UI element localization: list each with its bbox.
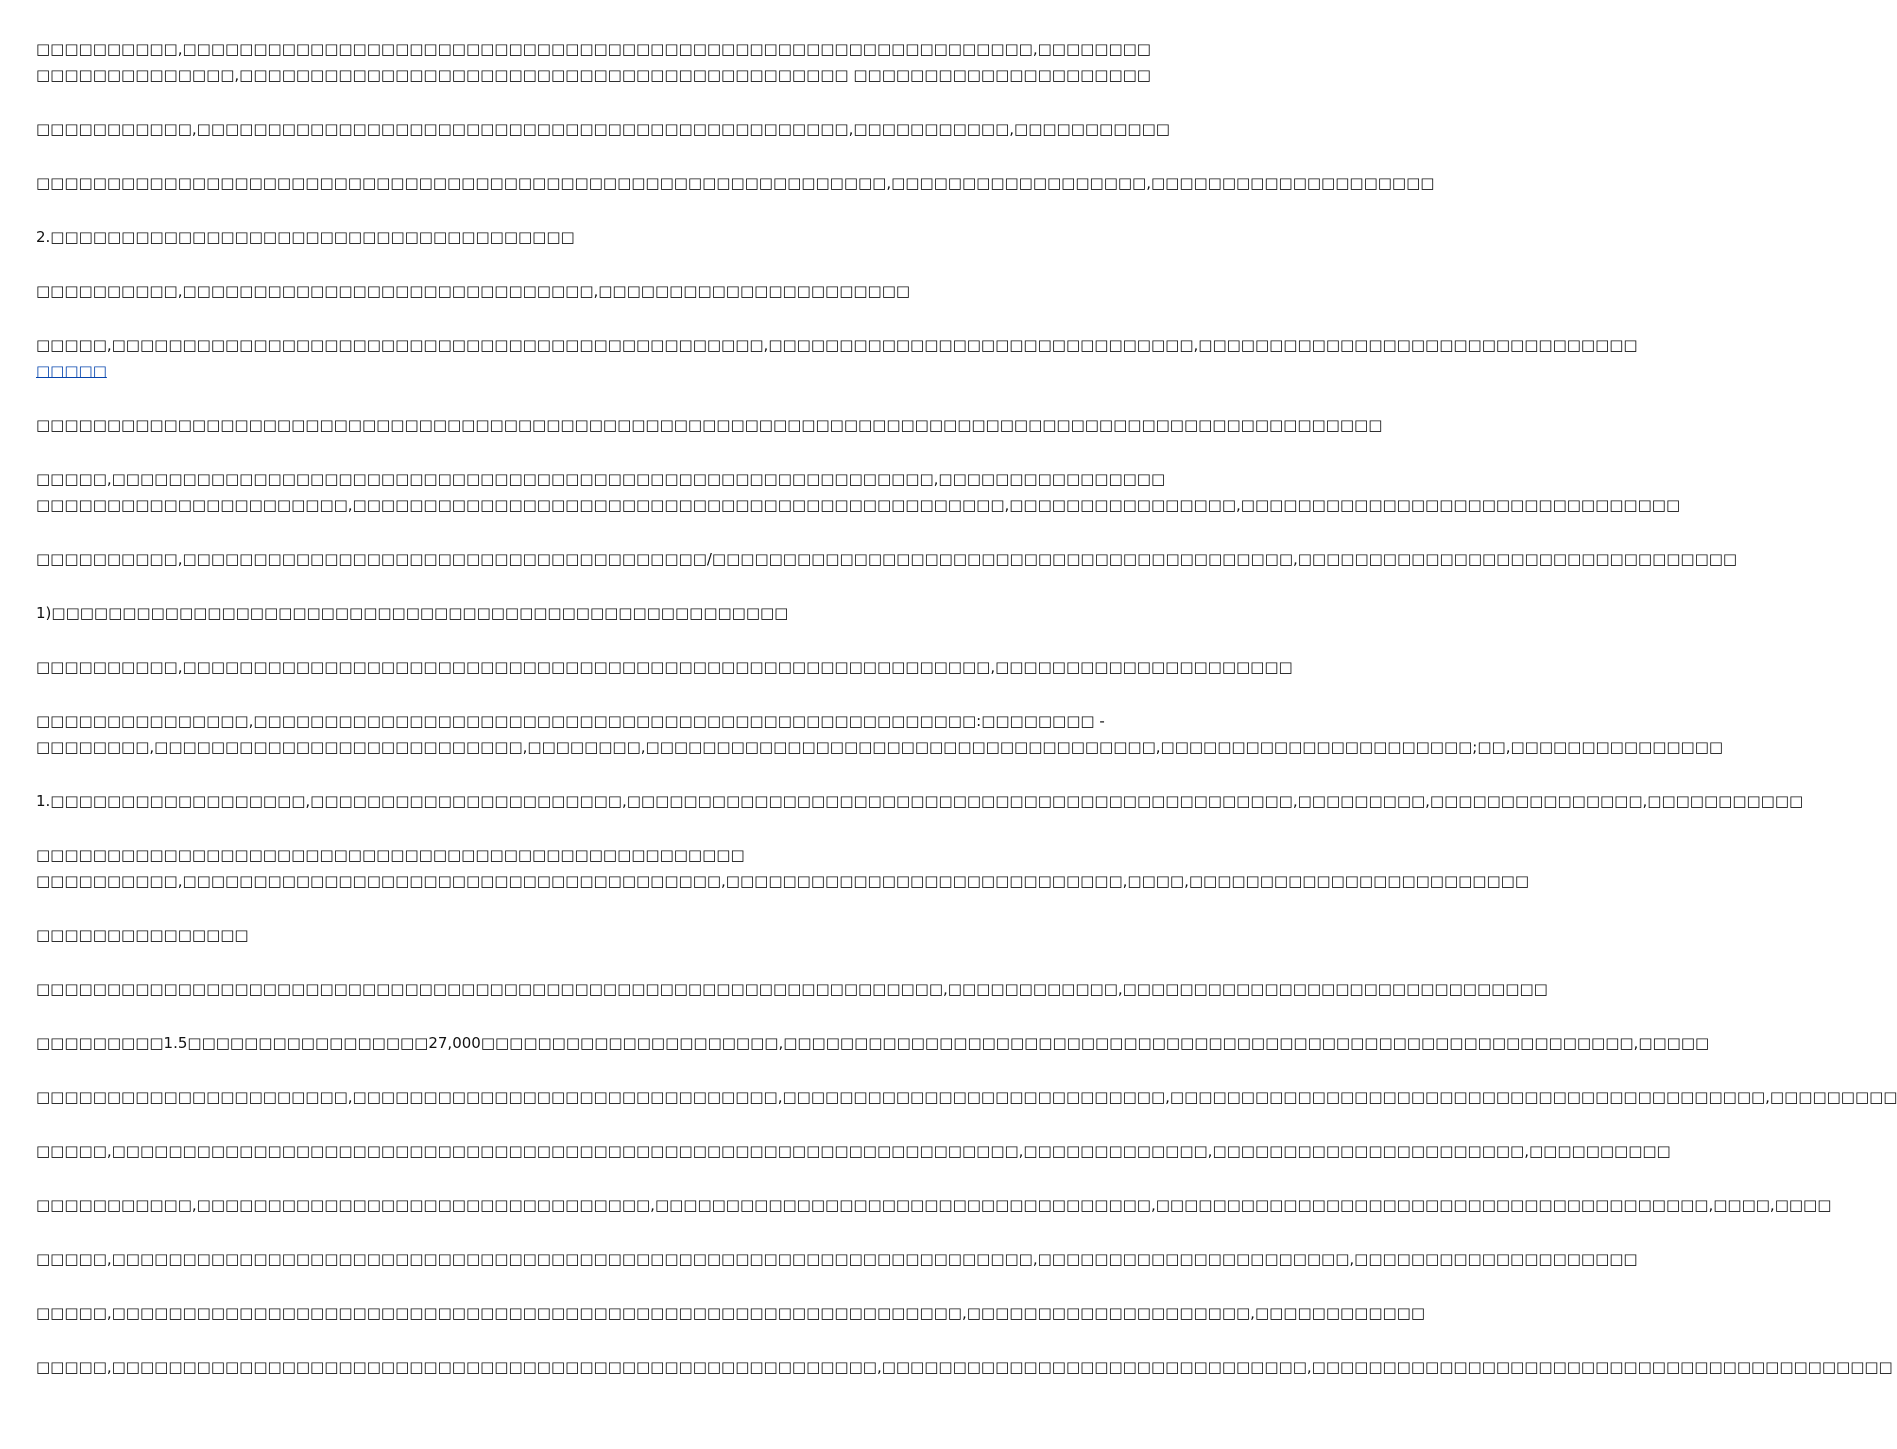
document-body	[36, 36, 1897, 1408]
paragraph	[36, 278, 988, 304]
paragraph	[36, 788, 1804, 814]
paragraph	[36, 1300, 1426, 1326]
paragraph	[36, 1192, 1832, 1218]
paragraph	[36, 1138, 1671, 1164]
paragraph-line: □□□□□,□□□□□□□□□□□□□□□□□□□□□□□□□□□□□□□□□□□□□□□□□□□□□□□□□□□□□□,□□□□□□□□□□□□□□□□□□□□□□□□□□□□□□,□□□□□□□□□□□□□□□□□□□□□□□□□□□□□□□□□□□□□□□□□	[36, 1358, 1893, 1376]
paragraph	[36, 1246, 1638, 1272]
paragraph-line: 2.□□□□□□□□□□□□□□□□□□□□□□□□□□□□□□□□□□□□□	[36, 228, 575, 246]
paragraph	[36, 600, 988, 626]
paragraph	[36, 546, 1738, 572]
paragraph-line: □□□□□□□□□□□,□□□□□□□□□□□□□□□□□□□□□□□□□□□□□□□□,□□□□□□□□□□□□□□□□□□□□□□□□□□□□□□□□□□□,□□□□□□□□□□□□□□□□□□□□□□□□□□□□□□□□□□□□□□□,□□□□,□□□□	[36, 1196, 1832, 1214]
paragraph-line: 1)□□□□□□□□□□□□□□□□□□□□□□□□□□□□□□□□□□□□□□□□□□□□□□□□□□□□	[36, 604, 789, 622]
paragraph	[36, 36, 1151, 88]
paragraph-line: □□□□□□□□□□□□□□□□□□□□□□□□□□□□□□□□□□□□□□□□□□□□□□□□□□□□□□□□□□□□□□□□□□□□□□□□□□□□□□□□□□□□□□□□□□□□□□□	[36, 416, 1383, 434]
paragraph-line: □□□□□□□□,□□□□□□□□□□□□□□□□□□□□□□□□□□,□□□□□□□□,□□□□□□□□□□□□□□□□□□□□□□□□□□□□□□□□□□□□,□□□□□□□□□□□□□□□□□□□□□□;□□,□□□□□□□□□□□□□□□	[36, 738, 1724, 756]
paragraph-line: □□□□□,□□□□□□□□□□□□□□□□□□□□□□□□□□□□□□□□□□□□□□□□□□□□□□,□□□□□□□□□□□□□□□□□□□□□□□□□□□□□□,□□□□□□□□□□□□□□□□□□□□□□□□□□□□□□□	[36, 336, 1638, 354]
paragraph	[36, 654, 1293, 680]
paragraph	[36, 224, 988, 250]
paragraph	[36, 466, 1681, 518]
inline-link[interactable]: □□□□□	[36, 362, 107, 380]
paragraph-line: □□□□□,□□□□□□□□□□□□□□□□□□□□□□□□□□□□□□□□□□□□□□□□□□□□□□□□□□□□□□□□□□□□□□□□□,□□□□□□□□□□□□□□□□□□□□□□,□□□□□□□□□□□□□□□□□□□□	[36, 1250, 1638, 1268]
paragraph	[36, 842, 1529, 894]
paragraph-line: □□□□□□□□□□□□□□□,□□□□□□□□□□□□□□□□□□□□□□□□□□□□□□□□□□□□□□□□□□□□□□□□□□□:□□□□□□□□ -	[36, 712, 1105, 730]
paragraph	[36, 412, 1383, 438]
paragraph	[36, 1084, 1897, 1110]
paragraph-line: □□□□□□□□□□□□□□□□□□□□□□□□□□□□□□□□□□□□□□□□□□□□□□□□□□□□□□□□□□□□,□□□□□□□□□□□□□□□□□□,□□□□□□□□□□□□□□□□□□□□	[36, 174, 1435, 192]
paragraph-line: □□□□□,□□□□□□□□□□□□□□□□□□□□□□□□□□□□□□□□□□□□□□□□□□□□□□□□□□□□□□□□□□□□,□□□□□□□□□□□□□□□□□□□□,□□□□□□□□□□□□	[36, 1304, 1426, 1322]
paragraph	[36, 708, 1724, 760]
paragraph	[36, 332, 1638, 384]
paragraph-line: □□□□□□□□□□□□□□□□□□□□□□□□□□□□□□□□□□□□□□□□□□□□□□□□□□	[36, 846, 745, 864]
paragraph-line: □□□□□□□□□□,□□□□□□□□□□□□□□□□□□□□□□□□□□□□□,□□□□□□□□□□□□□□□□□□□□□□	[36, 282, 911, 300]
paragraph-line: □□□□□□□□□□□□□□,□□□□□□□□□□□□□□□□□□□□□□□□□□□□□□□□□□□□□□□□□□□ □□□□□□□□□□□□□□□□□□□□□	[36, 66, 1151, 84]
paragraph	[36, 1354, 1893, 1380]
paragraph-line: □□□□□□□□□1.5□□□□□□□□□□□□□□□□□27,000□□□□□□□□□□□□□□□□□□□□□,□□□□□□□□□□□□□□□□□□□□□□□□□□□□□□□□□□□□□□□□□□□□□□□□□□□□□□□□□□□□,□□□□□	[36, 1034, 1710, 1052]
paragraph-line: □□□□□□□□□□□□□□□□□□□□□□,□□□□□□□□□□□□□□□□□□□□□□□□□□□□□□,□□□□□□□□□□□□□□□□□□□□□□□□□□□,□□□□□□□□□□□□□□□□□□□□□□□□□□□□□□□□□□□□□□□□□□,□□□□□□□□□	[36, 1088, 1897, 1106]
paragraph-line: □□□□□□□□□□□□□□□□□□□□□□,□□□□□□□□□□□□□□□□□□□□□□□□□□□□□□□□□□□□□□□□□□□□□□,□□□□□□□□□□□□□□□□,□□□□□□□□□□□□□□□□□□□□□□□□□□□□□□□	[36, 496, 1681, 514]
paragraph	[36, 116, 1170, 142]
paragraph-line: 1.□□□□□□□□□□□□□□□□□□,□□□□□□□□□□□□□□□□□□□□□□,□□□□□□□□□□□□□□□□□□□□□□□□□□□□□□□□□□□□□□□□□□□□□□□,□□□□□□□□□,□□□□□□□□□□□□□□□,□□□□□□□□□□□	[36, 792, 1804, 810]
paragraph	[36, 922, 988, 948]
paragraph-line: □□□□□□□□□□,□□□□□□□□□□□□□□□□□□□□□□□□□□□□□□□□□□□□□□,□□□□□□□□□□□□□□□□□□□□□□□□□□□□,□□□□,□□□□□□□□□□□□□□□□□□□□□□□□	[36, 872, 1529, 890]
paragraph-line: □□□□□□□□□□,□□□□□□□□□□□□□□□□□□□□□□□□□□□□□□□□□□□□□/□□□□□□□□□□□□□□□□□□□□□□□□□□□□□□□□□□□□□□□□□,□□□□□□□□□□□□□□□□□□□□□□□□□□□□□□□	[36, 550, 1738, 568]
paragraph-line: □□□□□□□□□□□□□□□	[36, 926, 249, 944]
paragraph	[36, 170, 1435, 196]
paragraph-line: □□□□□,□□□□□□□□□□□□□□□□□□□□□□□□□□□□□□□□□□□□□□□□□□□□□□□□□□□□□□□□□□□□□□□□,□□□□□□□□□□□□□,□□□□□□□□□□□□□□□□□□□□□□,□□□□□□□□□□	[36, 1142, 1671, 1160]
paragraph-line: □□□□□□□□□□□,□□□□□□□□□□□□□□□□□□□□□□□□□□□□□□□□□□□□□□□□□□□□□□,□□□□□□□□□□□,□□□□□□□□□□□	[36, 120, 1170, 138]
paragraph-line: □□□□□□□□□□□□□□□□□□□□□□□□□□□□□□□□□□□□□□□□□□□□□□□□□□□□□□□□□□□□□□□□,□□□□□□□□□□□□,□□□□□□□□□□□□□□□□□□□□□□□□□□□□□□	[36, 980, 1548, 998]
paragraph-line: □□□□□,□□□□□□□□□□□□□□□□□□□□□□□□□□□□□□□□□□□□□□□□□□□□□□□□□□□□□□□□□□,□□□□□□□□□□□□□□□□	[36, 470, 1166, 488]
paragraph-line: □□□□□□□□□□,□□□□□□□□□□□□□□□□□□□□□□□□□□□□□□□□□□□□□□□□□□□□□□□□□□□□□□□□□□□□,□□□□□□□□	[36, 40, 1151, 58]
paragraph	[36, 1030, 1710, 1056]
paragraph	[36, 976, 1548, 1002]
paragraph-line: □□□□□□□□□□,□□□□□□□□□□□□□□□□□□□□□□□□□□□□□□□□□□□□□□□□□□□□□□□□□□□□□□□□□,□□□□□□□□□□□□□□□□□□□□□	[36, 658, 1293, 676]
